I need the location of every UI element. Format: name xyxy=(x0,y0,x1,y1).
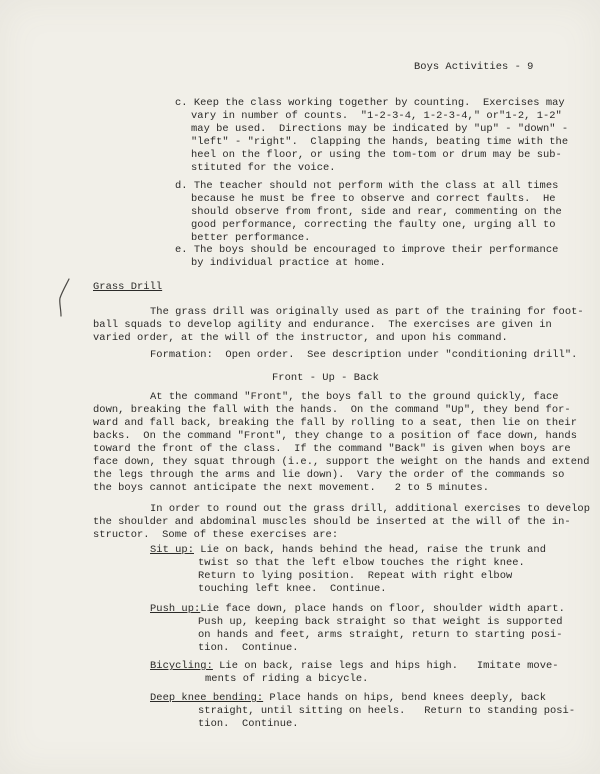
exercise-label: Bicycling: xyxy=(150,660,213,672)
command-para-line: the legs through the arms and lie down). Vary the order of the commands so xyxy=(93,469,565,481)
exercise-label: Push up: xyxy=(150,603,201,615)
exercise-deep-knee-bending xyxy=(150,692,546,705)
exercise-text: Place hands on hips, bend knees deeply, back xyxy=(263,692,546,704)
exercise-line: Push up, keeping back straight so that weight is supported xyxy=(198,616,563,628)
command-para-line: toward the front of the class. If the command "Back" is given when boys are xyxy=(93,443,571,455)
exercise-label: Sit up: xyxy=(150,544,194,556)
command-para-line: ward and fall back, breaking the fall by rolling to a seat, then lie on their xyxy=(93,417,577,429)
round-para-line: structor. Some of these exercises are: xyxy=(93,529,339,541)
item-e-line: e. The boys should be encouraged to improve their performance xyxy=(175,244,559,256)
exercise-text: Lie on back, raise legs and hips high. Imitate move- xyxy=(212,660,559,672)
item-c-line: heel on the floor, or using the tom-tom or drum may be sub- xyxy=(191,149,562,161)
section-title: Grass Drill xyxy=(93,281,163,293)
pencil-check-mark-icon xyxy=(55,276,75,320)
item-c-line: c. Keep the class working together by counting. Exercises may xyxy=(175,97,565,109)
exercise-line: tion. Continue. xyxy=(198,718,299,730)
intro-line: The grass drill was originally used as part of the training for foot- xyxy=(150,306,584,318)
item-c-line: stituted for the voice. xyxy=(191,162,336,174)
exercise-text: Lie on back, hands behind the head, raise the trunk and xyxy=(194,544,546,556)
command-para-line: face down, they squat through (i.e., support the weight on the hands and extend xyxy=(93,456,590,468)
command-para-line: backs. On the command "Front", they change to a position of face down, hands xyxy=(93,430,577,442)
item-d-line: better performance. xyxy=(191,232,311,244)
item-d-line: d. The teacher should not perform with the class at all times xyxy=(175,180,559,192)
exercise-line: Return to lying position. Repeat with right elbow xyxy=(198,570,513,582)
exercise-line: tion. Continue. xyxy=(198,642,299,654)
intro-line: ball squads to develop agility and endurance. The exercises are given in xyxy=(93,319,552,331)
exercise-situp xyxy=(150,544,546,557)
exercise-line: twist so that the left elbow touches the right knee. xyxy=(198,557,525,569)
item-e-line: by individual practice at home. xyxy=(191,257,386,269)
item-d-line: because he must be free to observe and correct faults. He xyxy=(191,193,556,205)
item-c-line: may be used. Directions may be indicated by "up" - "down" - xyxy=(191,123,569,135)
item-d-line: good performance, correcting the faulty one, urging all to xyxy=(191,219,556,231)
intro-line: varied order, at the will of the instructor, and upon his command. xyxy=(93,332,508,344)
subheading: Front - Up - Back xyxy=(272,372,379,384)
exercise-line: ments of riding a bicycle. xyxy=(205,673,369,685)
exercise-line: on hands and feet, arms straight, return to starting posi- xyxy=(198,629,563,641)
round-para-line: the shoulder and abdominal muscles should be inserted at the will of the in- xyxy=(93,516,571,528)
command-para-line: the boys cannot anticipate the next movement. 2 to 5 minutes. xyxy=(93,482,489,494)
exercise-pushup xyxy=(150,603,565,616)
formation-line: Formation: Open order. See description under "conditioning drill". xyxy=(150,349,578,361)
exercise-label: Deep knee bending: xyxy=(150,692,264,704)
command-para-line: At the command "Front", the boys fall to the ground quickly, face xyxy=(150,391,559,403)
page-header: Boys Activities - 9 xyxy=(414,61,534,73)
round-para-line: In order to round out the grass drill, additional exercises to develop xyxy=(150,503,590,515)
exercise-line: straight, until sitting on heels. Return to standing posi- xyxy=(198,705,576,717)
item-d-line: should observe from front, side and rear, commenting on the xyxy=(191,206,562,218)
exercise-text: Lie face down, place hands on floor, shoulder width apart. xyxy=(200,603,565,615)
item-c-line: "left" - "right". Clapping the hands, beating time with the xyxy=(191,136,569,148)
command-para-line: down, breaking the fall with the hands. On the command "Up", they bend for- xyxy=(93,404,571,416)
exercise-bicycling xyxy=(150,660,559,673)
exercise-line: touching left knee. Continue. xyxy=(198,583,387,595)
item-c-line: vary in number of counts. "1-2-3-4, 1-2-3-4," or"1-2, 1-2" xyxy=(191,110,562,122)
